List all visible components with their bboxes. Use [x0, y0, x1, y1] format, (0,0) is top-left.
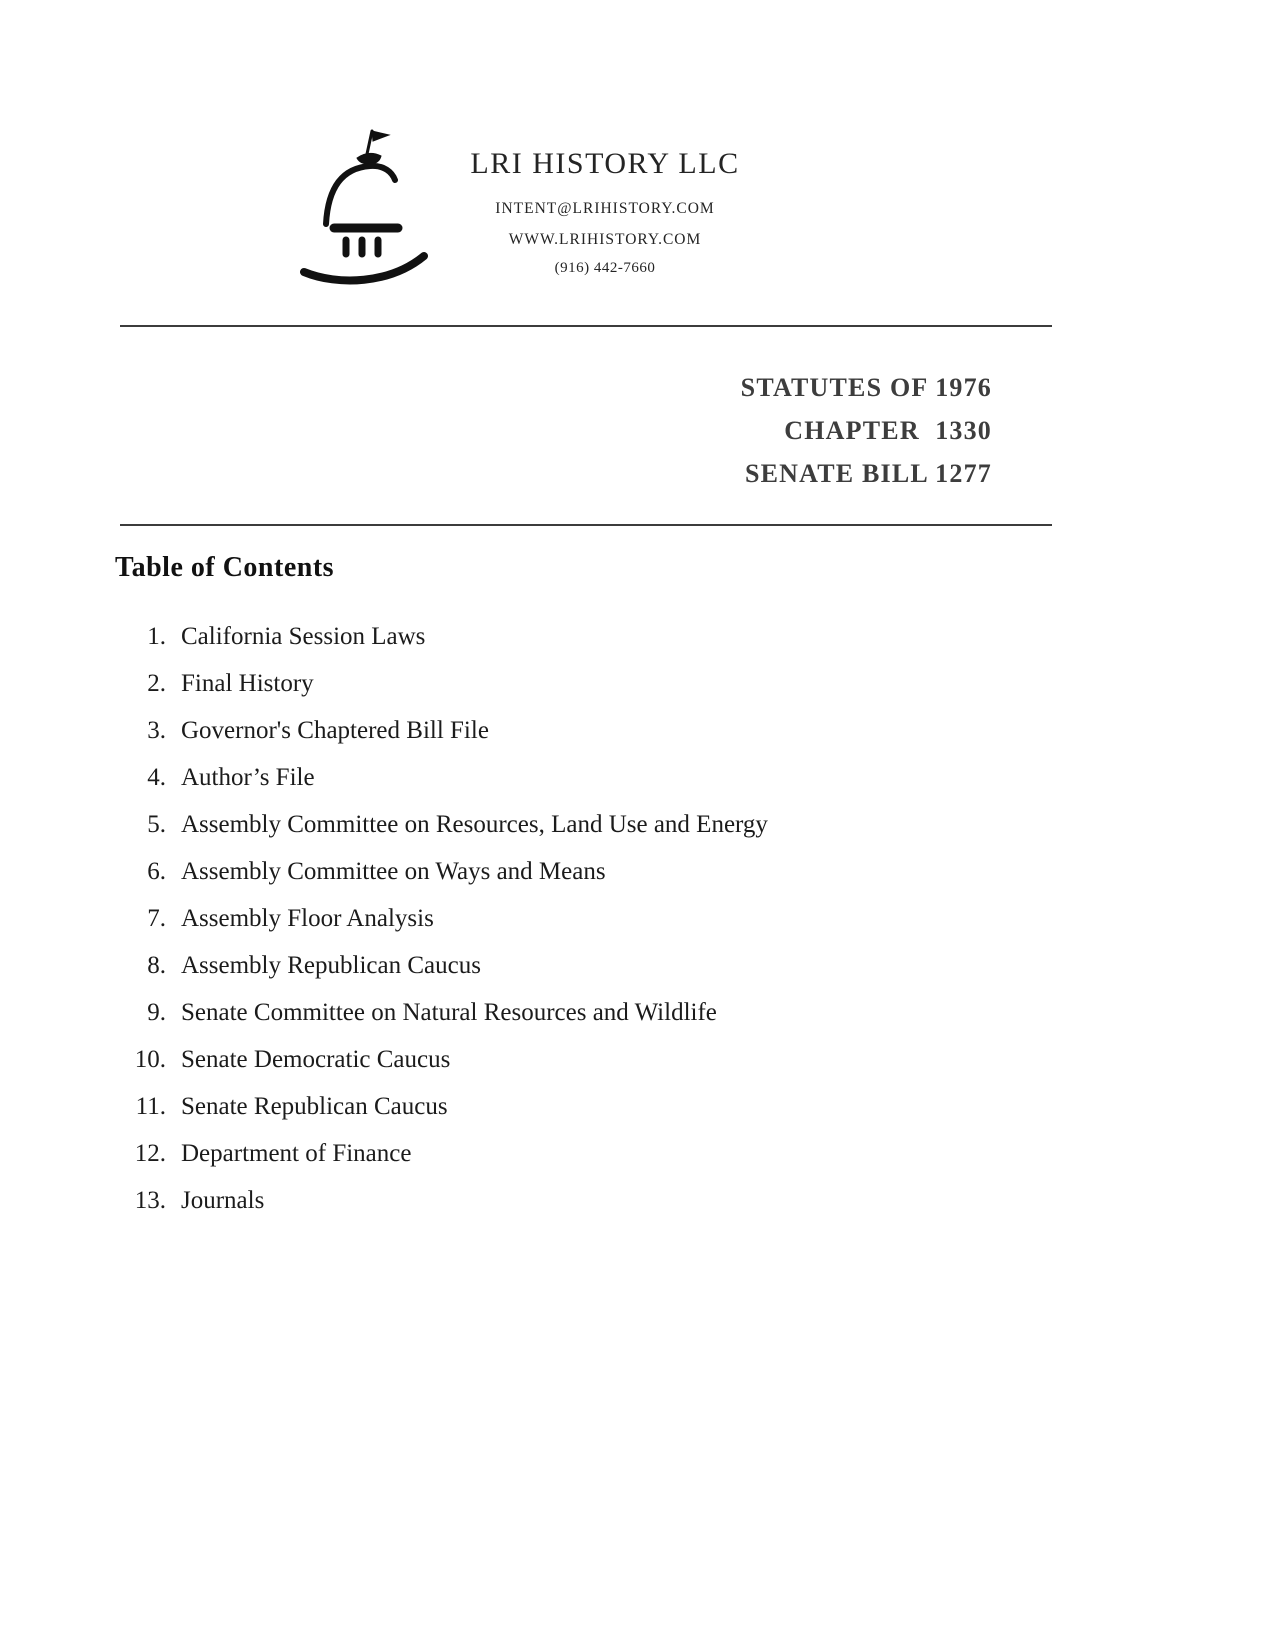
- toc-item-label: California Session Laws: [181, 623, 426, 650]
- toc-item: [113, 1186, 1063, 1216]
- toc-item: [113, 904, 1063, 934]
- toc-item-label: Assembly Floor Analysis: [181, 905, 434, 932]
- company-info: [455, 146, 755, 283]
- toc-title: Table of Contents: [115, 552, 335, 583]
- toc-item-label: Governor's Chaptered Bill File: [181, 717, 489, 744]
- chapter-line: CHAPTER 1330: [784, 416, 992, 445]
- toc-item: [113, 810, 1063, 840]
- toc-item-label: Department of Finance: [181, 1140, 412, 1167]
- toc-item-label: Senate Democratic Caucus: [181, 1046, 451, 1073]
- toc-list: [113, 622, 1063, 1233]
- toc-item-label: Senate Committee on Natural Resources and Wildlife: [181, 999, 717, 1026]
- toc-item-number: 3.: [147, 717, 166, 744]
- toc-item-label: Assembly Committee on Resources, Land Use and Energy: [181, 811, 768, 838]
- toc-item: [113, 716, 1063, 746]
- toc-item-number: 5.: [147, 811, 166, 838]
- toc-item-number: 7.: [147, 905, 166, 932]
- toc-item-number: 8.: [147, 952, 166, 979]
- toc-item-number: 2.: [147, 670, 166, 697]
- company-email: INTENT@LRIHISTORY.COM: [495, 200, 715, 217]
- toc-item-number: 10.: [134, 1046, 166, 1073]
- toc-item: [113, 998, 1063, 1028]
- toc-item: [113, 1139, 1063, 1169]
- toc-item-label: Final History: [181, 670, 314, 697]
- toc-item-number: 11.: [135, 1093, 166, 1120]
- toc-item-number: 9.: [147, 999, 166, 1026]
- toc-item: [113, 669, 1063, 699]
- toc-item: [113, 622, 1063, 652]
- toc-item-label: Senate Republican Caucus: [181, 1093, 448, 1120]
- toc-item-number: 12.: [134, 1140, 166, 1167]
- toc-item: [113, 1092, 1063, 1122]
- toc-item-label: Assembly Republican Caucus: [181, 952, 481, 979]
- toc-item-number: 13.: [134, 1187, 166, 1214]
- company-website: WWW.LRIHISTORY.COM: [508, 231, 702, 248]
- divider-bottom: [120, 524, 1052, 526]
- toc-item-label: Author’s File: [181, 764, 315, 791]
- toc-item: [113, 951, 1063, 981]
- toc-item: [113, 763, 1063, 793]
- toc-item-label: Assembly Committee on Ways and Means: [181, 858, 606, 885]
- toc-item-number: 1.: [147, 623, 166, 650]
- document-heading: [0, 366, 992, 495]
- company-name: LRI HISTORY LLC: [470, 147, 740, 180]
- company-logo-capitol-icon: [298, 122, 443, 287]
- toc-item: [113, 857, 1063, 887]
- toc-item-number: 4.: [147, 764, 166, 791]
- statutes-line: STATUTES OF 1976: [740, 373, 992, 402]
- senate-bill-line: SENATE BILL 1277: [744, 459, 992, 488]
- toc-item-label: Journals: [181, 1187, 265, 1214]
- company-phone: (916) 442-7660: [554, 260, 656, 276]
- divider-top: [120, 325, 1052, 327]
- toc-item: [113, 1045, 1063, 1075]
- toc-item-number: 6.: [147, 858, 166, 885]
